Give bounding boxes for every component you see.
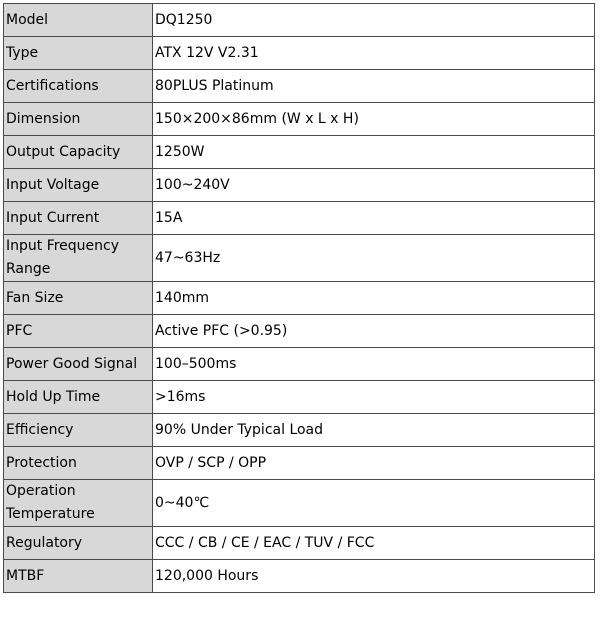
row-value-pfc: Active PFC (>0.95) <box>153 315 595 348</box>
row-value-power-good-signal: 100–500ms <box>153 348 595 381</box>
row-value-input-current: 15A <box>153 202 595 235</box>
row-label-efficiency: Efficiency <box>4 414 153 447</box>
row-value-input-voltage: 100~240V <box>153 169 595 202</box>
row-label-pfc: PFC <box>4 315 153 348</box>
row-value-operation-temperature: 0~40℃ <box>153 480 595 527</box>
row-value-efficiency: 90% Under Typical Load <box>153 414 595 447</box>
row-label-regulatory: Regulatory <box>4 527 153 560</box>
row-value-dimension: 150×200×86mm (W x L x H) <box>153 103 595 136</box>
table-row-model <box>4 4 595 37</box>
row-value-fan-size: 140mm <box>153 282 595 315</box>
row-label-model: Model <box>4 4 153 37</box>
row-label-input-current: Input Current <box>4 202 153 235</box>
spec-table <box>3 3 595 593</box>
table-row-pfc <box>4 315 595 348</box>
table-row-protection <box>4 447 595 480</box>
row-label-power-good-signal: Power Good Signal <box>4 348 153 381</box>
row-label-input-frequency-range: Input Frequency Range <box>4 235 153 282</box>
table-row-input-voltage <box>4 169 595 202</box>
row-label-mtbf: MTBF <box>4 560 153 593</box>
row-value-type: ATX 12V V2.31 <box>153 37 595 70</box>
row-label-protection: Protection <box>4 447 153 480</box>
table-row-hold-up-time <box>4 381 595 414</box>
table-row-regulatory <box>4 527 595 560</box>
row-value-regulatory: CCC / CB / CE / EAC / TUV / FCC <box>153 527 595 560</box>
table-row-fan-size <box>4 282 595 315</box>
table-row-dimension <box>4 103 595 136</box>
row-label-certifications: Certifications <box>4 70 153 103</box>
row-label-fan-size: Fan Size <box>4 282 153 315</box>
table-row-efficiency <box>4 414 595 447</box>
table-row-input-current <box>4 202 595 235</box>
table-row-power-good-signal <box>4 348 595 381</box>
table-row-certifications <box>4 70 595 103</box>
table-row-operation-temperature <box>4 480 595 527</box>
row-label-type: Type <box>4 37 153 70</box>
table-row-mtbf <box>4 560 595 593</box>
table-row-type <box>4 37 595 70</box>
table-row-output-capacity <box>4 136 595 169</box>
row-label-operation-temperature: Operation Temperature <box>4 480 153 527</box>
row-value-input-frequency-range: 47~63Hz <box>153 235 595 282</box>
row-value-mtbf: 120,000 Hours <box>153 560 595 593</box>
table-row-input-frequency-range <box>4 235 595 282</box>
row-value-output-capacity: 1250W <box>153 136 595 169</box>
row-label-input-voltage: Input Voltage <box>4 169 153 202</box>
row-label-hold-up-time: Hold Up Time <box>4 381 153 414</box>
spec-table-body <box>4 4 595 593</box>
row-value-certifications: 80PLUS Platinum <box>153 70 595 103</box>
row-value-model: DQ1250 <box>153 4 595 37</box>
row-label-output-capacity: Output Capacity <box>4 136 153 169</box>
row-value-hold-up-time: >16ms <box>153 381 595 414</box>
row-value-protection: OVP / SCP / OPP <box>153 447 595 480</box>
row-label-dimension: Dimension <box>4 103 153 136</box>
